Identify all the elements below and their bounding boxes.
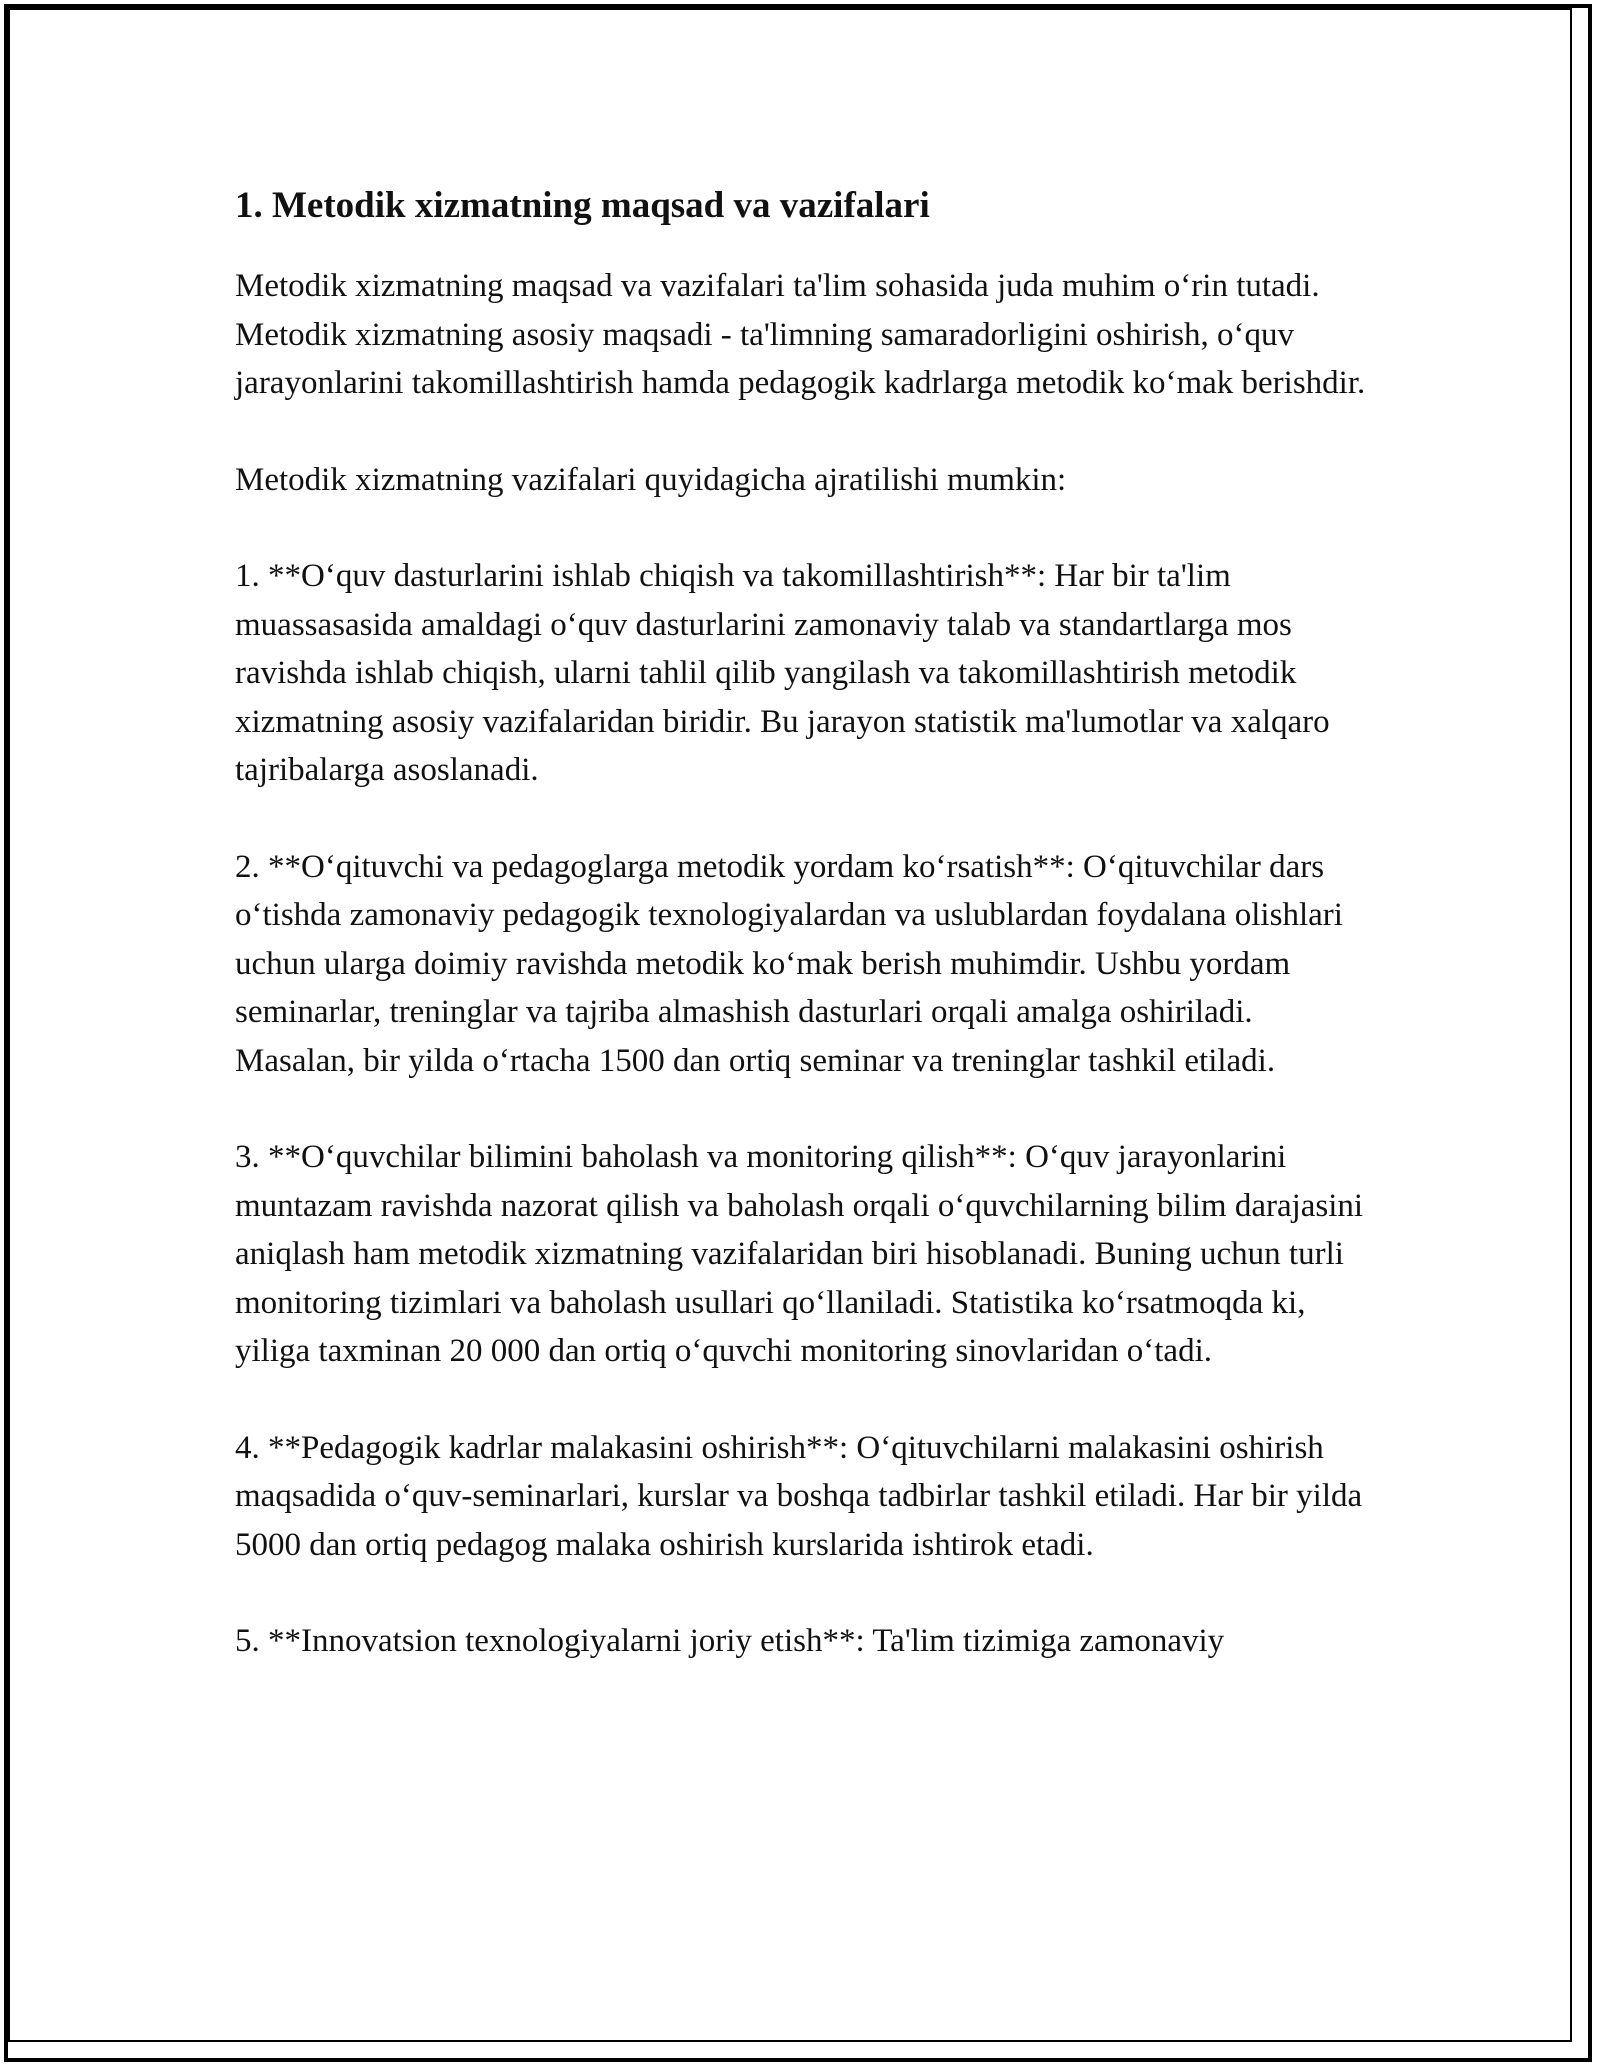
task-5-paragraph: 5. **Innovatsion texnologiyalarni joriy etish**: Ta'lim tizimiga zamonaviy (235, 1623, 1225, 1659)
tasks-intro-paragraph: Metodik xizmatning vazifalari quyidagicha ajratilishi mumkin: (235, 461, 1067, 498)
task-3-paragraph: 3. **O‘quvchilar bilimini baholash va monitoring qilish**: O‘quv jarayonlarini muntazam ravishda nazorat qilish va baholash orqali o‘quvchilarning bilim darajasini aniqlash ham metodik xizmatning vazifalaridan biri hisoblanadi. Buning uchun turli monitoring tizimlari va baholash usullari qo‘llaniladi. Statistika ko‘rsatmoqda ki, yiliga taxminan 20 000 dan ortiq o‘quvchi monitoring sinovlaridan o‘tadi. (235, 1139, 1364, 1369)
task-1-paragraph: 1. **O‘quv dasturlarini ishlab chiqish va takomillashtirish**: Har bir ta'lim muassasasida amaldagi o‘quv dasturlarini zamonaviy talab va standartlarga mos ravishda ishlab chiqish, ularni tahlil qilib yangilash va takomillashtirish metodik xizmatning asosiy vazifalaridan biridir. Bu jarayon statistik ma'lumotlar va xalqaro tajribalarga asoslanadi. (235, 558, 1330, 788)
document-title: 1. Metodik xizmatning maqsad va vazifalari (235, 185, 930, 226)
intro-paragraph: Metodik xizmatning maqsad va vazifalari ta'lim sohasida juda muhim o‘rin tutadi. Metodik xizmatning asosiy maqsadi - ta'limning samaradorligini oshirish, o‘quv jarayonlarini takomillashtirish hamda pedagogik kadrlarga metodik ko‘mak berishdir. (235, 268, 1366, 401)
task-4-paragraph: 4. **Pedagogik kadrlar malakasini oshirish**: O‘qituvchilarni malakasini oshirish maqsadida o‘quv-seminarlari, kurslar va boshqa tadbirlar tashkil etiladi. Har bir yilda 5000 dan ortiq pedagog malaka oshirish kurslarida ishtirok etadi. (235, 1429, 1363, 1563)
document-body (235, 182, 1375, 1714)
task-2-paragraph: 2. **O‘qituvchi va pedagoglarga metodik yordam ko‘rsatish**: O‘qituvchilar dars o‘tishda zamonaviy pedagogik texnologiyalardan va uslublardan foydalana olishlari uchun ularga doimiy ravishda metodik ko‘mak berish muhimdir. Ushbu yordam seminarlar, treninglar va tajriba almashish dasturlari orqali amalga oshiriladi. Masalan, bir yilda o‘rtacha 1500 dan ortiq seminar va treninglar tashkil etiladi. (235, 848, 1343, 1079)
